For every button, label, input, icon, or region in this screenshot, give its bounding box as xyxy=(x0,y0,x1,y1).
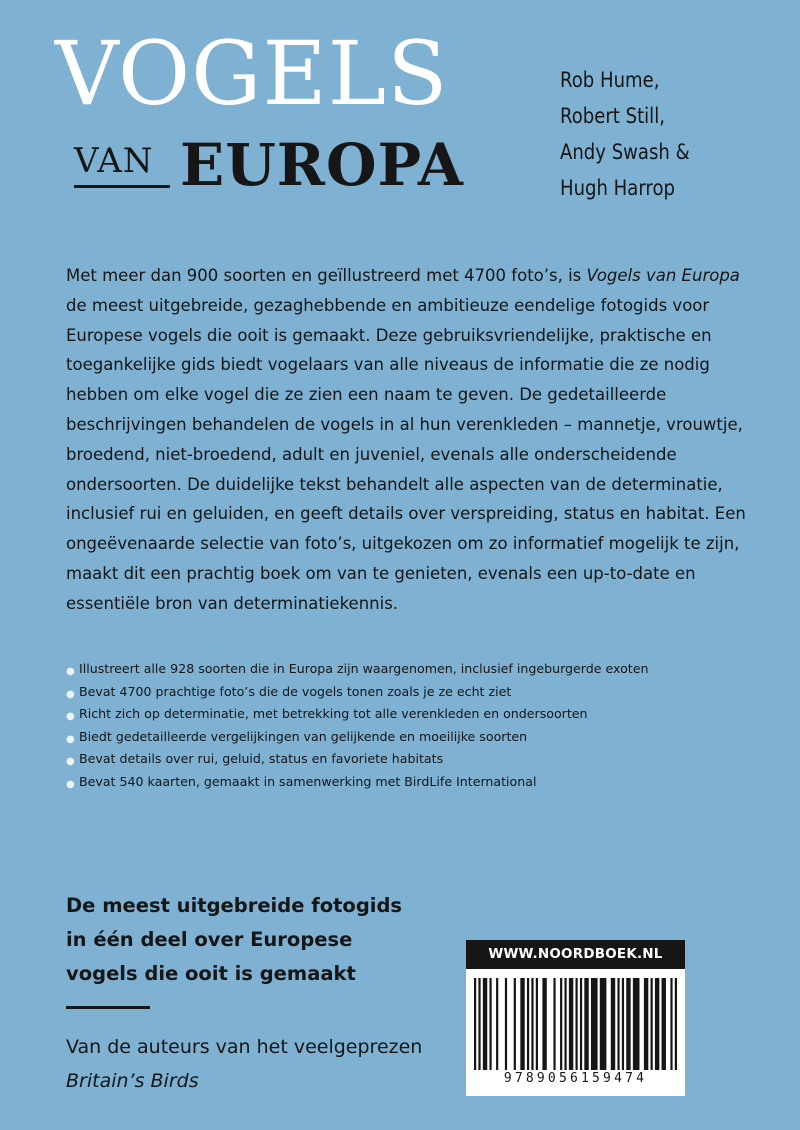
barcode-bar xyxy=(611,978,615,1070)
feature-list xyxy=(66,658,648,793)
author-name: Robert Still, xyxy=(560,104,665,128)
barcode-bar xyxy=(662,978,666,1070)
description-text: Met meer dan 900 soorten en geïllustreerd met 4700 foto’s, is xyxy=(66,266,587,285)
author-list xyxy=(560,62,690,206)
barcode-bar xyxy=(569,978,573,1070)
description-text-continued: de meest uitgebreide, gezaghebbende en ambitieuze eendelige fotogids voor Europese vogels die ooit is gemaakt. Deze gebruiksvriendelijke, praktische en toegankelijke gids biedt vogelaars van alle niveaus de informatie die ze nodig hebben om elke vogel die ze zien een naam te geven. De gedetailleerde beschrijvingen behandelen de vogels in al hun verenkleden – mannetje, vrouwtje, broedend, niet-broedend, adult en juveniel, evenals alle onderscheidende ondersoorten. De duidelijke tekst behandelt alle aspecten van de determinatie, inclusief rui en geluiden, en geeft details over verspreiding, status en habitat. Een ongeëvenaarde selectie van foto’s, uitgekozen om zo informatief mogelijk te zijn, maakt dit een prachtig boek om van te genieten, evenals een up-to-date en essentiële bron van determinatiekennis. xyxy=(66,295,746,613)
barcode-bar xyxy=(591,978,598,1070)
barcode-bar xyxy=(505,978,507,1070)
author-name: Andy Swash & xyxy=(560,140,690,164)
barcode-bar xyxy=(622,978,624,1070)
barcode-bar xyxy=(478,978,480,1070)
feature-text: Richt zich op determinatie, met betrekking tot alle verenkleden en ondersoorten xyxy=(79,706,588,721)
bullet-icon: ● xyxy=(66,733,75,745)
barcode-bar xyxy=(542,978,546,1070)
barcode-bar xyxy=(560,978,562,1070)
barcode-bar xyxy=(617,978,619,1070)
barcode-bar xyxy=(483,978,487,1070)
bullet-icon: ● xyxy=(66,711,75,722)
barcode-bar xyxy=(514,978,516,1070)
description-book-title: Vogels van Europa xyxy=(586,266,740,285)
feature-text: Bevat 540 kaarten, gemaakt in samenwerking met BirdLife International xyxy=(79,773,537,789)
barcode-bar xyxy=(531,978,533,1070)
from-authors-note xyxy=(66,1030,446,1098)
previous-book-title: Britain’s Birds xyxy=(66,1070,199,1092)
title-van-underline xyxy=(74,185,170,188)
title-vogels: VOGELS xyxy=(55,22,449,125)
divider xyxy=(66,1006,150,1009)
author-name: Rob Hume, xyxy=(560,68,660,92)
book-description xyxy=(66,261,748,619)
author-name: Hugh Harrop xyxy=(560,176,675,200)
feature-item xyxy=(66,703,648,726)
publisher-url: WWW.NOORDBOEK.NL xyxy=(466,940,685,969)
barcode-bar xyxy=(527,978,529,1070)
barcode-bar xyxy=(564,978,566,1070)
feature-item xyxy=(66,658,648,681)
barcode-bar xyxy=(474,978,476,1070)
barcode-bar xyxy=(553,978,555,1070)
from-authors-text: Van de auteurs van het veelgeprezen xyxy=(66,1036,423,1058)
bullet-icon: ● xyxy=(66,778,75,790)
isbn-digits: 9789056159474 xyxy=(503,1071,648,1086)
feature-text: Illustreert alle 928 soorten die in Europa zijn waargenomen, inclusief ingeburgerde exoten xyxy=(79,661,649,676)
barcode-bar xyxy=(644,978,648,1070)
bullet-icon: ● xyxy=(66,688,75,700)
barcode-bar xyxy=(584,978,588,1070)
feature-text: Bevat details over rui, geluid, status en favoriete habitats xyxy=(79,751,444,766)
barcode-bar xyxy=(520,978,524,1070)
bullet-icon: ● xyxy=(66,756,75,767)
title-europa: EUROPA xyxy=(180,131,464,199)
feature-item xyxy=(66,726,648,749)
barcode-bar xyxy=(600,978,607,1070)
feature-text: Biedt gedetailleerde vergelijkingen van gelijkende en moeilijke soorten xyxy=(79,728,528,744)
title-van: VAN xyxy=(74,141,154,181)
bullet-icon: ● xyxy=(66,666,75,677)
barcode-bar xyxy=(675,978,677,1070)
barcode-graphic xyxy=(474,978,677,1070)
barcode-bar xyxy=(670,978,672,1070)
barcode-bar xyxy=(580,978,582,1070)
feature-item xyxy=(66,681,648,704)
feature-item xyxy=(66,771,648,794)
barcode-bar xyxy=(626,978,630,1070)
feature-text: Bevat 4700 prachtige foto’s die de vogels tonen zoals je ze echt ziet xyxy=(79,683,512,699)
barcode-bar xyxy=(489,978,491,1070)
barcode-bar xyxy=(651,978,653,1070)
barcode-bar xyxy=(633,978,640,1070)
tagline: De meest uitgebreide fotogids in één deel over Europese vogels die ooit is gemaakt xyxy=(66,894,403,985)
barcode-bar xyxy=(655,978,659,1070)
feature-item xyxy=(66,748,648,771)
barcode-bar xyxy=(536,978,538,1070)
barcode-bar xyxy=(496,978,498,1070)
barcode-bar xyxy=(576,978,578,1070)
barcode-panel xyxy=(466,940,685,1096)
